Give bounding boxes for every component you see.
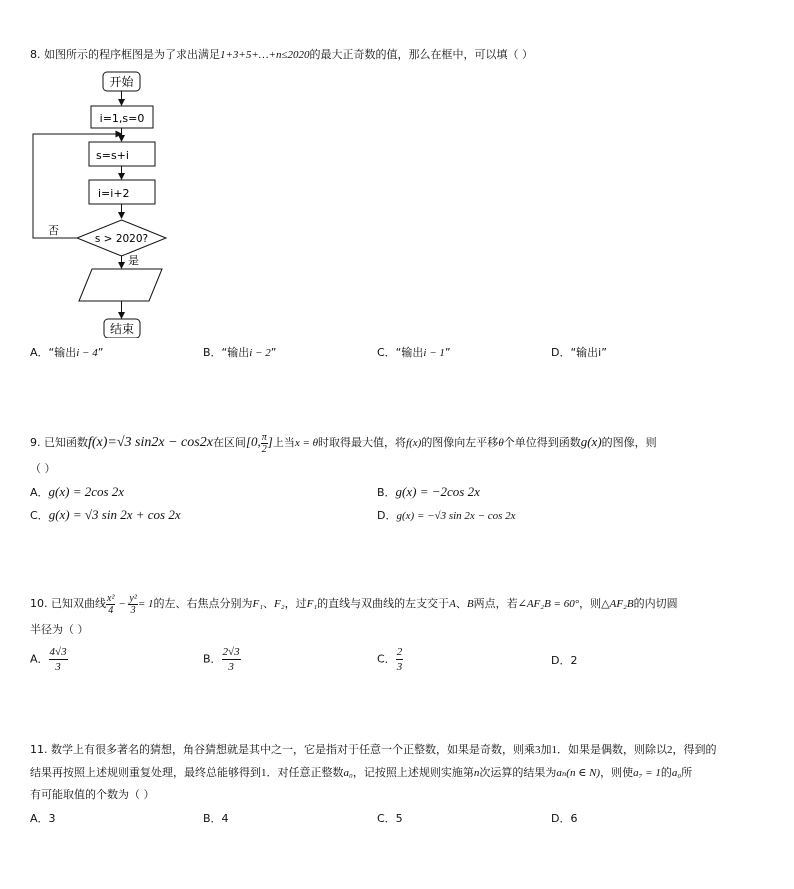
q8-stem-prefix: 8. 如图所示的程序框图是为了求出满足 <box>30 48 220 61</box>
q9-option-d[interactable]: D．g(x) = −√3 sin 2x − cos 2x <box>377 509 516 522</box>
q10-option-d[interactable]: D．2 <box>551 654 578 667</box>
q8-stem-math: 1+3+5+…+n≤2020 <box>220 49 310 61</box>
q8-option-c[interactable]: C．“输出i − 1” <box>377 346 451 359</box>
flow-start-label: 开始 <box>109 75 134 89</box>
q8-stem <box>30 47 533 63</box>
q10-stem-line2: 半径为（ ） <box>30 623 89 636</box>
q11-option-d[interactable]: D．6 <box>551 812 578 825</box>
q11-option-b[interactable]: B．4 <box>203 812 229 825</box>
q9-stem-line2: （ ） <box>30 462 56 475</box>
q8-flowchart <box>0 68 200 338</box>
q10-option-c[interactable]: C． $\frac{2}{3}$ <box>377 646 403 673</box>
q9-option-c[interactable]: C．g(x) = √3 sin 2x + cos 2x <box>30 507 181 522</box>
q10-option-b[interactable]: B． $\frac{2√3}{3}$ <box>203 646 240 673</box>
q9-option-a[interactable]: A．g(x) = 2cos 2x <box>30 484 125 499</box>
flow-step1-label: s=s+i <box>96 149 129 162</box>
flow-output-box <box>79 269 162 301</box>
flow-yes-label: 是 <box>128 254 139 267</box>
q11-stem-line1: 11. 数学上有很多著名的猜想，角谷猜想就是其中之一，它是指对于任意一个正整数，如果是奇数，则乘3加1．如果是偶数，则除以2，得到的 <box>30 743 717 756</box>
q10-stem: 10. 已知双曲线 $\frac{\text{x²}}{4}$ − $\frac{\text{y²}}{3}$ = 1的左、右焦点分别为F₁、F₂，过F₁的直线与双曲线的左支交于A、B两点，若∠AF₂B = 60°，则△AF₂B的内切圆 <box>30 592 678 616</box>
q10-option-a[interactable]: A． $\frac{4√3}{3}$ <box>30 646 67 673</box>
q8-option-d[interactable]: D．“输出i” <box>551 346 607 359</box>
q11-stem-line3: 有可能取值的个数为（ ） <box>30 788 155 801</box>
flow-end-label: 结束 <box>109 322 135 336</box>
flow-no-label: 否 <box>48 224 59 237</box>
q9-option-b[interactable]: B．g(x) = −2cos 2x <box>377 484 480 499</box>
flow-condition-label: s > 2020? <box>94 233 149 245</box>
q11-stem-line2: 结果再按照上述规则重复处理，最终总能够得到1．对任意正整数a₀，记按照上述规则实施第n次运算的结果为aₙ(n ∈ N)，则使a₇ = 1的a₀所 <box>30 766 693 779</box>
q8-option-a[interactable]: A．“输出i − 4” <box>30 346 104 359</box>
q11-option-c[interactable]: C．5 <box>377 812 403 825</box>
flow-init-label: i=1,s=0 <box>99 112 145 125</box>
flow-step2-label: i=i+2 <box>98 187 130 200</box>
q11-option-a[interactable]: A．3 <box>30 812 56 825</box>
q8-option-b[interactable]: B．“输出i − 2” <box>203 346 277 359</box>
q8-stem-suffix: 的最大正奇数的值，那么在框中，可以填（ ） <box>309 48 534 61</box>
q9-stem: 9. 已知函数f(x)=√3 sin2x − cos2x在区间[0, $\frac{\pi}{2}$ ]上当x = θ时取得最大值，将f(x)的图像向左平移θ个单位得到函数g(x)的图像，则 <box>30 431 657 455</box>
